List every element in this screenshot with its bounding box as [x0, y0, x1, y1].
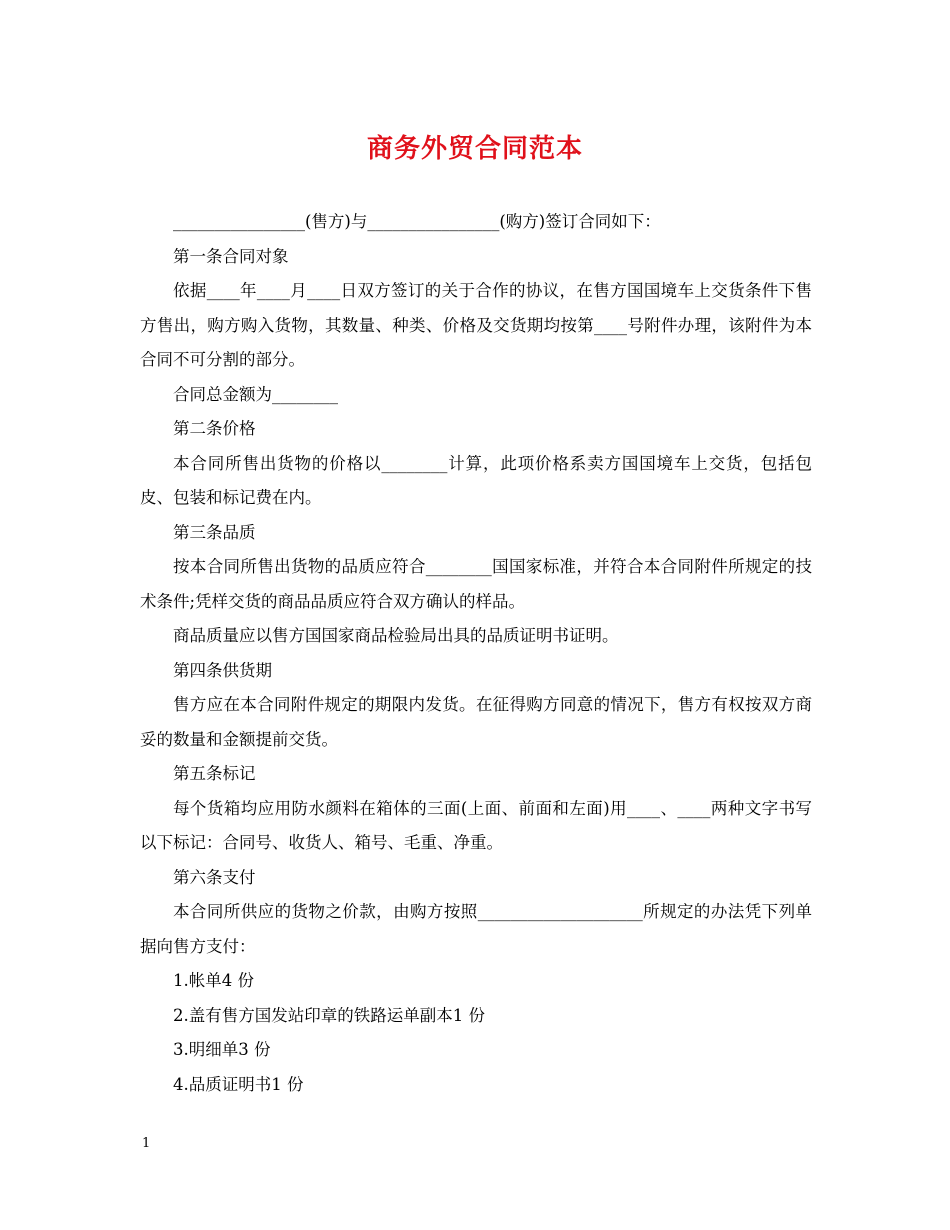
article-heading: 第一条合同对象 [173, 246, 289, 266]
paragraph: 每个货箱均应用防水颜料在箱体的三面(上面、前面和左面)用____、____两种文字书写以下标记：合同号、收货人、箱号、毛重、净重。 [140, 798, 812, 852]
document-title: 商务外贸合同范本 [366, 134, 583, 164]
paragraph: 合同总金额为________ [173, 384, 338, 404]
paragraph: 依据____年____月____日双方签订的关于合作的协议，在售方国国境车上交货条件下售方售出，购方购入货物，其数量、种类、价格及交货期均按第____号附件办理，该附件为本合同不可分割的部分。 [140, 281, 812, 369]
list-item: 4.品质证明书1 份 [173, 1074, 304, 1094]
paragraph: 商品质量应以售方国国家商品检验局出具的品质证明书证明。 [173, 626, 619, 645]
page-number: 1 [142, 1136, 151, 1151]
article-heading: 第五条标记 [173, 764, 256, 783]
article-heading: 第六条支付 [173, 867, 256, 887]
list-item: 3.明细单3 份 [173, 1040, 271, 1059]
paragraph: 售方应在本合同附件规定的期限内发货。在征得购方同意的情况下，售方有权按双方商妥的数量和金额提前交货。 [140, 695, 812, 749]
article-heading: 第二条价格 [173, 419, 256, 438]
list-item: 1.帐单4 份 [173, 971, 254, 990]
paragraph: 按本合同所售出货物的品质应符合________国国家标准，并符合本合同附件所规定的技术条件;凭样交货的商品品质应符合双方确认的样品。 [140, 557, 812, 611]
document-body [140, 205, 812, 1102]
contract-parties: ________________(售方)与________________(购方)签订合同如下： [173, 212, 661, 231]
article-heading: 第四条供货期 [173, 660, 272, 680]
list-item: 2.盖有售方国发站印章的铁路运单副本1 份 [173, 1005, 485, 1025]
article-heading: 第三条品质 [173, 522, 256, 542]
paragraph: 本合同所供应的货物之价款，由购方按照____________________所规定的办法凭下列单据向售方支付： [140, 902, 812, 956]
paragraph: 本合同所售出货物的价格以________计算，此项价格系卖方国国境车上交货，包括包皮、包装和标记费在内。 [140, 453, 812, 507]
